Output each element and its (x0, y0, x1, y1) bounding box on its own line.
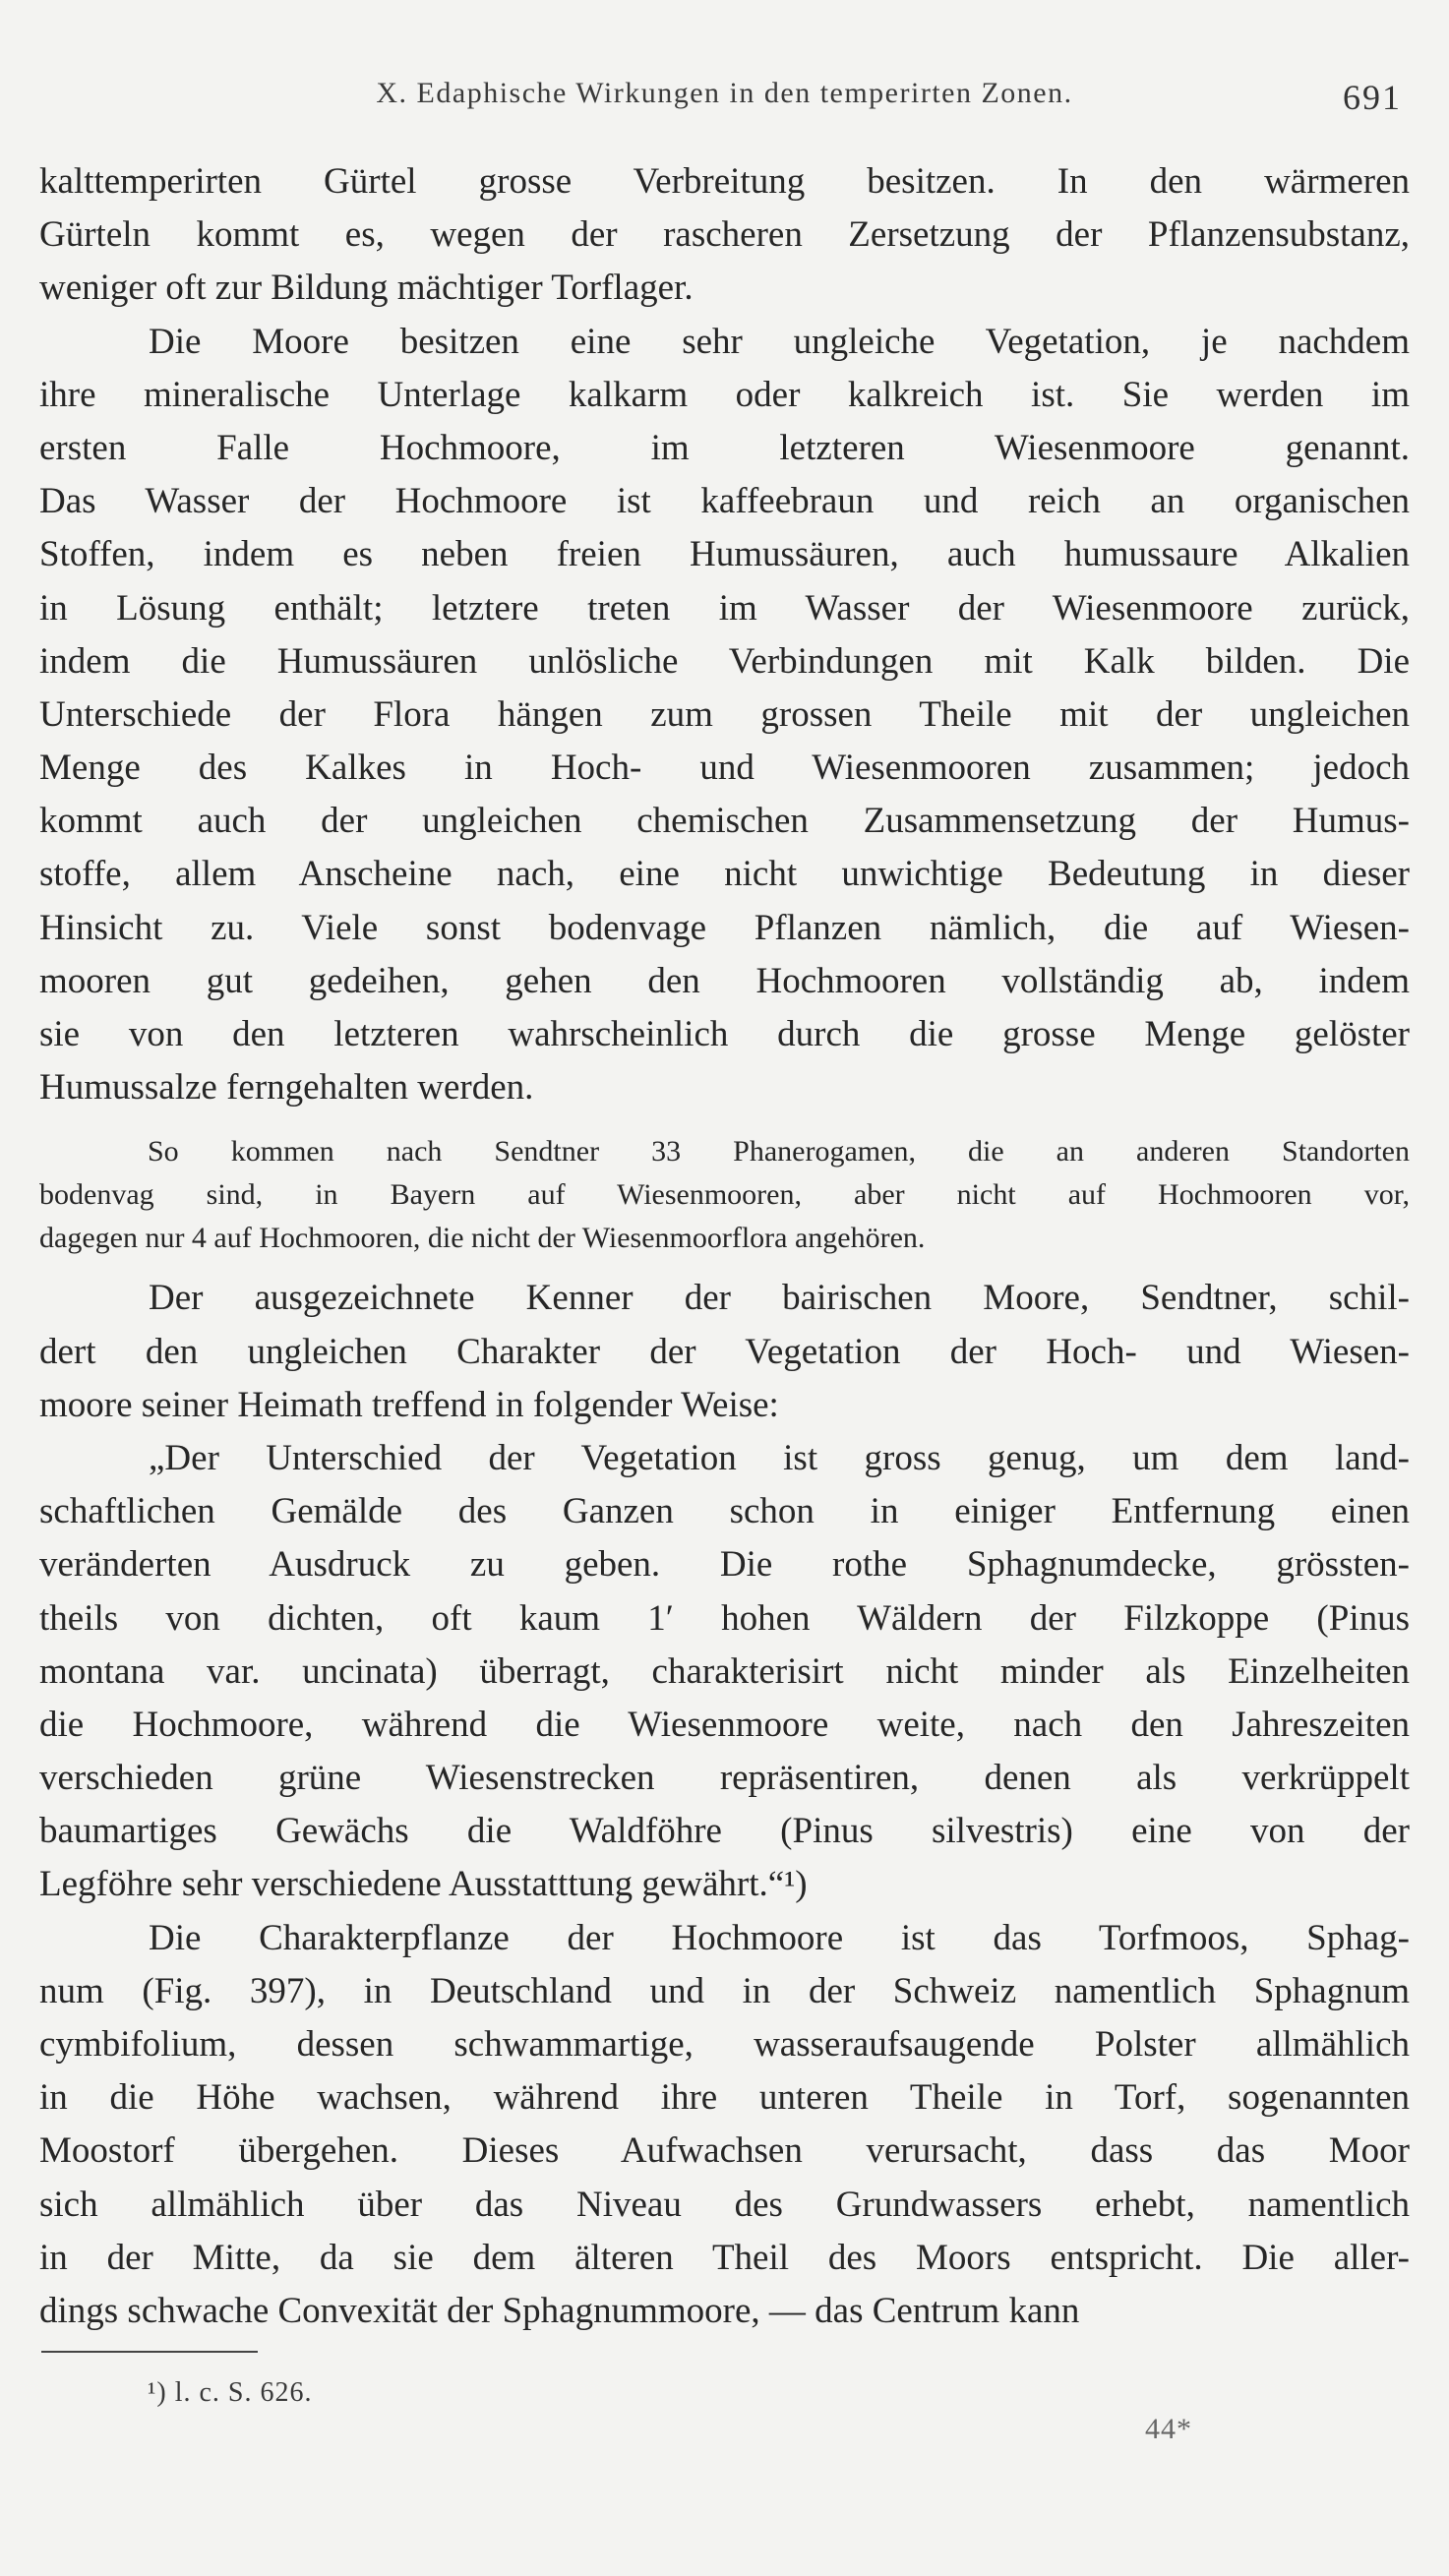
page-header (39, 69, 1410, 128)
text-line: Hinsicht zu. Viele sonst bodenvage Pflanzen nämlich, die auf Wiesen- (39, 907, 1410, 948)
text-line: Moostorf übergehen. Dieses Aufwachsen verursacht, dass das Moor (39, 2130, 1410, 2172)
text-line: sie von den letzteren wahrscheinlich durch die grosse Menge gelöster (39, 1014, 1410, 1054)
text-line: dings schwache Convexität der Sphagnummoore, — das Centrum kann (39, 2290, 1080, 2331)
sheet-signature: 44* (1145, 2413, 1192, 2445)
text-line: sich allmählich über das Niveau des Grundwassers erhebt, namentlich (39, 2184, 1410, 2225)
text-line: num (Fig. 397), in Deutschland und in der Schweiz namentlich Sphagnum (39, 1970, 1410, 2011)
text-line: cymbifolium, dessen schwammartige, wasseraufsaugende Polster allmählich (39, 2024, 1410, 2065)
text-line: in die Höhe wachsen, während ihre unteren Theile in Torf, sogenannten (39, 2077, 1410, 2119)
text-line: kommt auch der ungleichen chemischen Zusammensetzung der Humus- (39, 801, 1410, 842)
text-line: stoffe, allem Anscheine nach, eine nicht unwichtige Bedeutung in dieser (39, 854, 1410, 895)
text-line: indem die Humussäuren unlösliche Verbindungen mit Kalk bilden. Die (39, 640, 1410, 682)
paragraph (39, 155, 1410, 316)
text-line: bodenvag sind, in Bayern auf Wiesenmooren, aber nicht auf Hochmooren vor, (39, 1178, 1410, 1212)
text-line: schaftlichen Gemälde des Ganzen schon in einiger Entfernung einen (39, 1491, 1410, 1532)
paragraph (39, 1912, 1410, 2339)
body-text (39, 155, 1410, 2338)
text-line: verschieden grüne Wiesenstrecken repräsentiren, denen als verkrüppelt (39, 1758, 1410, 1799)
text-line: weniger oft zur Bildung mächtiger Torflager. (39, 268, 694, 309)
text-line: in Lösung enthält; letztere treten im Wasser der Wiesenmoore zurück, (39, 587, 1410, 629)
page-number: 691 (1343, 78, 1402, 117)
text-line: ihre mineralische Unterlage kalkarm oder kalkreich ist. Sie werden im (39, 374, 1410, 415)
running-title: X. Edaphische Wirkungen in den temperirten Zonen. (376, 77, 1073, 109)
text-line: Die Moore besitzen eine sehr ungleiche Vegetation, je nachdem (149, 321, 1410, 362)
text-line: So kommen nach Sendtner 33 Phanerogamen, die an anderen Standorten (148, 1135, 1410, 1168)
paragraph (39, 316, 1410, 1115)
text-line: Gürteln kommt es, wegen der rascheren Zersetzung der Pflanzensubstanz, (39, 214, 1410, 256)
text-line: in der Mitte, da sie dem älteren Theil des Moors entspricht. Die aller- (39, 2237, 1410, 2278)
paragraph (39, 1432, 1410, 1912)
text-line: dagegen nur 4 auf Hochmooren, die nicht der Wiesenmoorflora angehören. (39, 1222, 926, 1255)
text-line: montana var. uncinata) überragt, charakterisirt nicht minder als Einzelheiten (39, 1650, 1410, 1692)
text-line: kalttemperirten Gürtel grosse Verbreitung besitzen. In den wärmeren (39, 161, 1410, 202)
text-line: mooren gut gedeihen, gehen den Hochmooren vollständig ab, indem (39, 960, 1410, 1001)
text-line: Humussalze ferngehalten werden. (39, 1067, 534, 1108)
small-print-paragraph (39, 1130, 1410, 1260)
footnote-rule (41, 2351, 258, 2353)
footnote: ¹) l. c. S. 626. (148, 2377, 313, 2408)
text-line: ersten Falle Hochmoore, im letzteren Wiesenmoore genannt. (39, 427, 1410, 468)
text-line: Menge des Kalkes in Hoch- und Wiesenmooren zusammen; jedoch (39, 748, 1410, 789)
text-line: Die Charakterpflanze der Hochmoore ist das Torfmoos, Sphag- (149, 1917, 1410, 1958)
text-line: theils von dichten, oft kaum 1′ hohen Wäldern der Filzkoppe (Pinus (39, 1597, 1410, 1639)
text-line: baumartiges Gewächs die Waldföhre (Pinus silvestris) eine von der (39, 1811, 1410, 1852)
text-line: veränderten Ausdruck zu geben. Die rothe Sphagnumdecke, grössten- (39, 1544, 1410, 1586)
text-line: „Der Unterschied der Vegetation ist gross genug, um dem land- (149, 1437, 1410, 1478)
text-line: Unterschiede der Flora hängen zum grossen Theile mit der ungleichen (39, 693, 1410, 735)
paragraph (39, 1272, 1410, 1432)
text-line: die Hochmoore, während die Wiesenmoore weite, nach den Jahreszeiten (39, 1704, 1410, 1745)
text-line: Der ausgezeichnete Kenner der bairischen Moore, Sendtner, schil- (149, 1278, 1410, 1319)
text-line: dert den ungleichen Charakter der Vegetation der Hoch- und Wiesen- (39, 1331, 1410, 1372)
text-line: Stoffen, indem es neben freien Humussäuren, auch humussaure Alkalien (39, 534, 1410, 575)
text-line: moore seiner Heimath treffend in folgender Weise: (39, 1384, 779, 1425)
text-line: Das Wasser der Hochmoore ist kaffeebraun und reich an organischen (39, 481, 1410, 522)
text-line: Legföhre sehr verschiedene Ausstatttung gewährt.“¹) (39, 1864, 808, 1905)
